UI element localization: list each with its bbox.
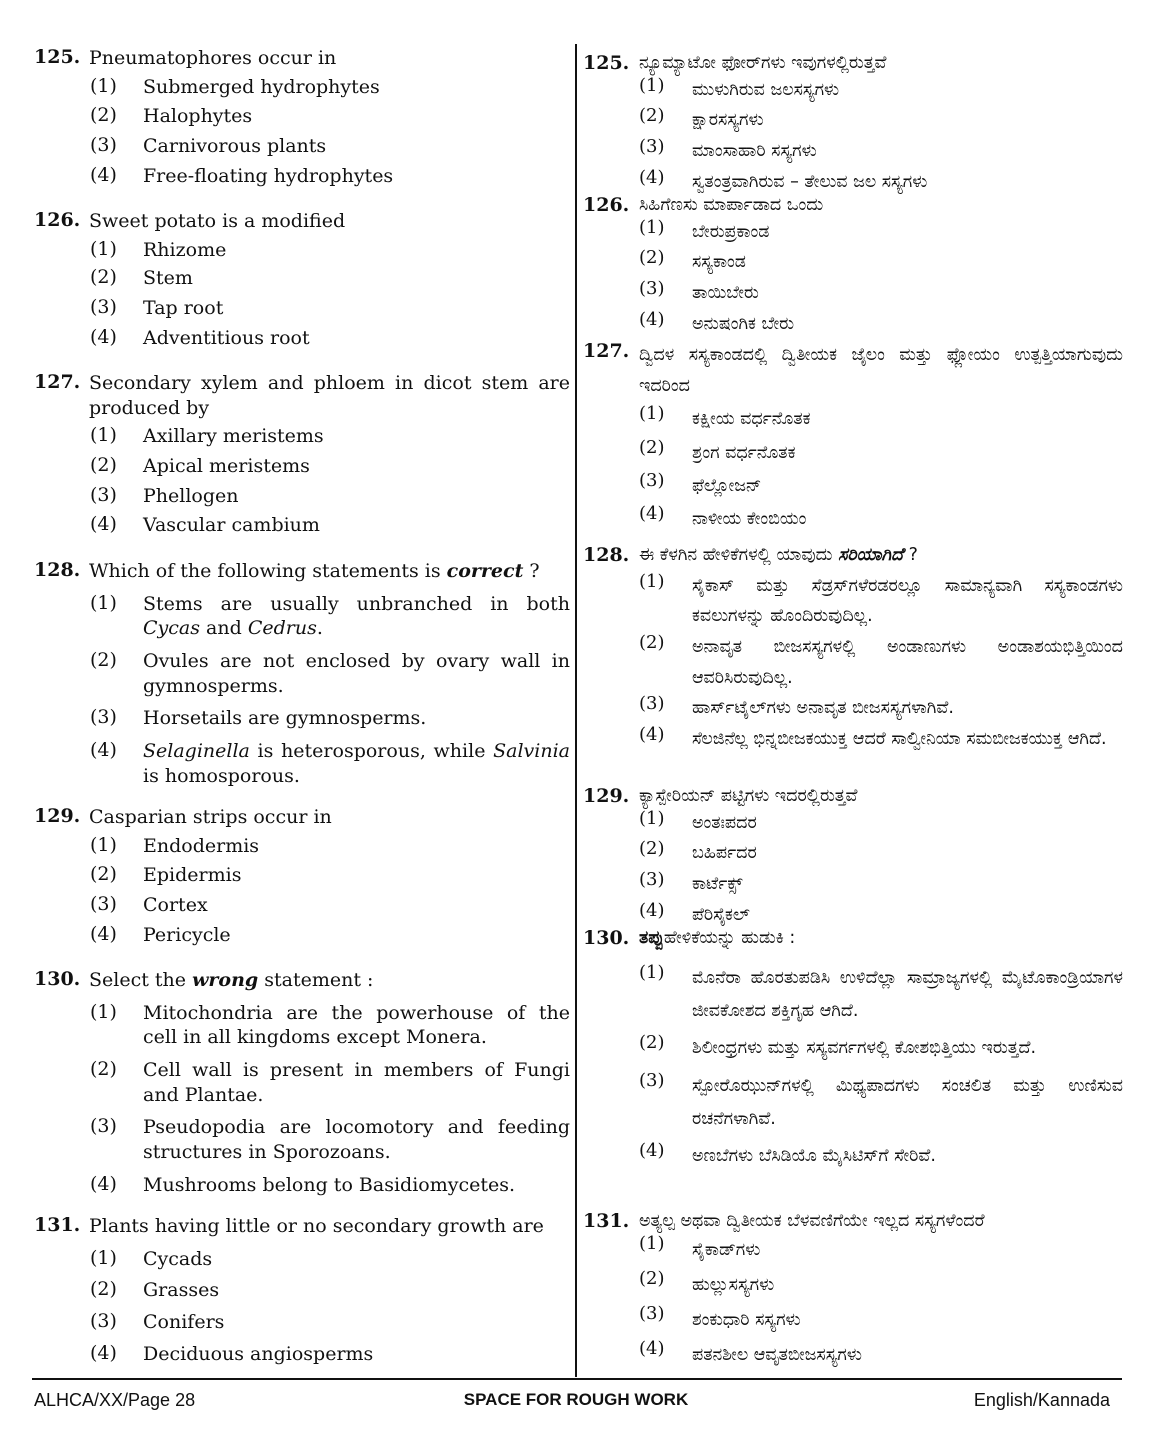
question-number: 129.	[34, 805, 81, 827]
question-text: ಈ ಕೆಳಗಿನ ಹೇಳಿಕೆಗಳಲ್ಲಿ ಯಾವುದು ಸರಿಯಾಗಿದೆ ?	[639, 545, 918, 565]
question-text: ದ್ವಿದಳ ಸಸ್ಯಕಾಂಡದಲ್ಲಿ ದ್ವಿತೀಯಕ ಜೈಲಂ ಮತ್ತು ಫ್ಲೋಯಂ ಉತ್ಪತ್ತಿಯಾಗುವುದು ಇದರಿಂದ	[639, 345, 1123, 396]
question-text: Pneumatophores occur in	[89, 47, 337, 69]
option: (2) Halophytes	[90, 104, 253, 128]
option: (4) Vascular cambium	[90, 513, 320, 537]
question-number: 131.	[583, 1210, 630, 1232]
question-number: 130.	[583, 927, 630, 949]
option: (1) Submerged hydrophytes	[90, 74, 380, 98]
question-text: ಕ್ಯಾಸ್ಪೇರಿಯನ್ ಪಟ್ಟಿಗಳು ಇದರಲ್ಲಿರುತ್ತವೆ	[639, 786, 858, 806]
option: (3) ಮಾಂಸಾಹಾರಿ ಸಸ್ಯಗಳು	[639, 136, 817, 161]
language-label: English/Kannada	[973, 1390, 1110, 1410]
question-text: ನ್ಯೂಮ್ಯಾಟೋ ಫೋರ್‌ಗಳು ಇವುಗಳಲ್ಲಿರುತ್ತವೆ	[639, 53, 887, 73]
option: (4) ಅನುಷಂಗಿಕ ಬೇರು	[639, 308, 795, 334]
question-number: 127.	[583, 340, 630, 362]
question-126-kn	[583, 194, 1123, 340]
option: (1) ಸೈಕಾಸ್ ಮತ್ತು ಸೆಡ್ರಸ್‌ಗಳೆರಡರಲ್ಲೂ ಸಾಮಾನ್ಯವಾಗಿ ಸಸ್ಯಕಾಂಡಗಳು ಕವಲುಗಳನ್ನು ಹೊಂದಿರುವುದಿಲ್ಲ.	[639, 570, 1123, 627]
option: (1) ಮೊನೆರಾ ಹೊರತುಪಡಿಸಿ ಉಳಿದೆಲ್ಲಾ ಸಾಮ್ರಾಜ್ಯಗಳಲ್ಲಿ ಮೈಟೊಕಾಂಡ್ರಿಯಾಗಳ ಜೀವಕೋಶದ ಶಕ್ತಿಗೃಹ ಆಗಿದೆ.	[639, 961, 1123, 1021]
question-125-en	[34, 46, 570, 209]
option: (4) ಪೆರಿಸೈಕಲ್	[639, 899, 750, 925]
question-128-en	[34, 559, 570, 805]
option: (4) Adventitious root	[90, 325, 310, 349]
option: (1) Stems are usually unbranched in both Cycas and Cedrus.	[90, 591, 570, 640]
option: (3) Phellogen	[90, 483, 239, 507]
question-number: 126.	[34, 209, 81, 231]
option: (2) ಬಹಿರ್ಪದರ	[639, 838, 757, 864]
question-number: 126.	[583, 194, 630, 216]
option: (3) Carnivorous plants	[90, 134, 327, 158]
question-131-en	[34, 1214, 570, 1366]
column-divider	[575, 44, 577, 1377]
option: (4) ಸೆಲಜಿನೆಲ್ಲ ಭಿನ್ನಬೀಜಕಯುಕ್ತ ಆದರೆ ಸಾಲ್ವೀನಿಯಾ ಸಮಬೀಜಕಯುಕ್ತ ಆಗಿದೆ.	[639, 723, 1107, 749]
option: (2) ಶ್ರಂಗ ವರ್ಧನೊತಕ	[639, 436, 796, 463]
option: (3) ತಾಯಿಬೇರು	[639, 278, 759, 303]
question-text: Which of the following statements is correct ?	[89, 560, 540, 582]
question-text: Secondary xylem and phloem in dicot stem are produced by	[89, 372, 570, 419]
question-127-kn	[583, 340, 1123, 544]
option: (3) ಹಾರ್ಸ್‌ಟೈಲ್‌ಗಳು ಅನಾವೃತ ಬೀಜಸಸ್ಯಗಳಾಗಿವೆ.	[639, 693, 954, 719]
question-130-kn	[583, 927, 1123, 1210]
option: (4) Selaginella is heterosporous, while Salvinia is homosporous.	[90, 739, 570, 787]
option: (2) Ovules are not enclosed by ovary wall in gymnosperms.	[90, 649, 570, 697]
question-text: Select the wrong statement :	[89, 969, 374, 991]
option: (2) ಶಿಲೀಂಧ್ರಗಳು ಮತ್ತು ಸಸ್ಯವರ್ಗಗಳಲ್ಲಿ ಕೋಶಭಿತ್ತಿಯು ಇರುತ್ತದೆ.	[639, 1032, 1037, 1059]
question-text: ಸಿಹಿಗೆಣಸು ಮಾರ್ಪಾಡಾದ ಒಂದು	[639, 195, 824, 215]
question-130-en	[34, 968, 570, 1214]
option: (2) ಸಸ್ಯಕಾಂಡ	[639, 247, 746, 273]
question-129-kn	[583, 785, 1123, 927]
option: (2) Stem	[90, 266, 193, 290]
option: (2) ಕ್ಷಾರಸಸ್ಯಗಳು	[639, 105, 764, 131]
question-128-kn	[583, 544, 1123, 785]
option: (1) Rhizome	[90, 237, 227, 261]
option: (3) ಸ್ಪೋರೊಝುನ್‌ಗಳಲ್ಲಿ ಮಿಥ್ಯಪಾದಗಳು ಸಂಚಲಿತ ಮತ್ತು ಉಣಿಸುವ ರಚನೆಗಳಾಗಿವೆ.	[639, 1069, 1123, 1129]
footer-rule	[32, 1378, 1122, 1380]
option: (3) Conifers	[90, 1310, 225, 1334]
option: (4) Mushrooms belong to Basidiomycetes.	[90, 1172, 516, 1196]
option: (2) Cell wall is present in members of Fungi and Plantae.	[90, 1058, 570, 1106]
option: (3) Tap root	[90, 296, 224, 320]
option: (3) ಫೆಲ್ಲೋಜನ್	[639, 469, 762, 496]
option: (3) Horsetails are gymnosperms.	[90, 706, 427, 730]
question-number: 125.	[583, 52, 630, 74]
option: (1) Cycads	[90, 1246, 213, 1270]
option: (4) ನಾಳೀಯ ಕೇಂಬಿಯಂ	[639, 503, 807, 529]
option: (2) Apical meristems	[90, 454, 310, 478]
question-number: 128.	[583, 544, 630, 566]
option: (2) ಅನಾವೃತ ಬೀಜಸಸ್ಯಗಳಲ್ಲಿ ಅಂಡಾಣುಗಳು ಅಂಡಾಶಯಭಿತ್ತಿಯಿಂದ ಆವರಿಸಿರುವುದಿಲ್ಲ.	[639, 632, 1123, 688]
question-text: Plants having little or no secondary growth are	[89, 1215, 544, 1237]
kannada-column	[583, 52, 1123, 1373]
option: (3) Cortex	[90, 893, 208, 917]
question-number: 127.	[34, 371, 81, 393]
question-number: 125.	[34, 46, 81, 68]
option: (1) ಕಕ್ಷೀಯ ವರ್ಧನೊತಕ	[639, 403, 811, 430]
option: (4) ಅಣಬೆಗಳು ಬೆಸಿಡಿಯೊ ಮೈಸಿಟಿಸ್‌ಗೆ ಸೇರಿವೆ.	[639, 1140, 936, 1166]
option: (1) ಅಂತಃಪದರ	[639, 807, 757, 833]
option: (4) Deciduous angiosperms	[90, 1341, 374, 1365]
option: (3) Pseudopodia are locomotory and feeding structures in Sporozoans.	[90, 1115, 570, 1164]
option: (2) Epidermis	[90, 863, 242, 887]
question-127-en	[34, 371, 570, 559]
option: (1) Mitochondria are the powerhouse of the cell in all kingdoms except Monera.	[90, 1000, 570, 1049]
option: (1) Axillary meristems	[90, 424, 324, 448]
option: (1) ಸೈಕಾಡ್‌ಗಳು	[639, 1232, 761, 1260]
question-text: ತಪ್ಪುಹೇಳಿಕೆಯನ್ನು ಹುಡುಕಿ :	[639, 928, 796, 948]
question-131-kn	[583, 1210, 1123, 1373]
option: (4) ಸ್ವತಂತ್ರವಾಗಿರುವ – ತೇಲುವ ಜಲ ಸಸ್ಯಗಳು	[639, 166, 928, 192]
option: (4) ಪತನಶೀಲ ಆವೃತಬೀಜಸಸ್ಯಗಳು	[639, 1337, 862, 1365]
option: (4) Pericycle	[90, 922, 231, 946]
option: (3) ಕಾರ್ಟೆಕ್ಸ್	[639, 869, 743, 894]
option: (3) ಶಂಕುಧಾರಿ ಸಸ್ಯಗಳು	[639, 1302, 801, 1330]
english-column	[34, 46, 570, 1366]
option: (1) ಮುಳುಗಿರುವ ಜಲಸಸ್ಯಗಳು	[639, 74, 840, 100]
question-text: Casparian strips occur in	[89, 806, 332, 828]
question-number: 129.	[583, 785, 630, 807]
page-code: ALHCA/XX/Page 28	[34, 1390, 196, 1410]
question-125-kn	[583, 52, 1123, 194]
question-number: 128.	[34, 559, 81, 581]
question-number: 130.	[34, 968, 81, 990]
question-129-en	[34, 805, 570, 968]
question-number: 131.	[34, 1214, 81, 1236]
option: (2) ಹುಲ್ಲುಸಸ್ಯಗಳು	[639, 1267, 775, 1295]
option: (1) ಬೇರುಪ್ರಕಾಂಡ	[639, 216, 770, 242]
question-text: ಅತ್ಯಲ್ಪ ಅಥವಾ ದ್ವಿತೀಯಕ ಬೆಳವಣಿಗೆಯೇ ಇಲ್ಲದ ಸಸ್ಯಗಳೆಂದರೆ	[639, 1211, 985, 1231]
option: (4) Free-floating hydrophytes	[90, 163, 394, 187]
option: (2) Grasses	[90, 1278, 220, 1302]
rough-work-label: SPACE FOR ROUGH WORK	[463, 1390, 689, 1409]
question-text: Sweet potato is a modified	[89, 210, 346, 232]
question-126-en	[34, 209, 570, 371]
option: (1) Endodermis	[90, 833, 260, 857]
